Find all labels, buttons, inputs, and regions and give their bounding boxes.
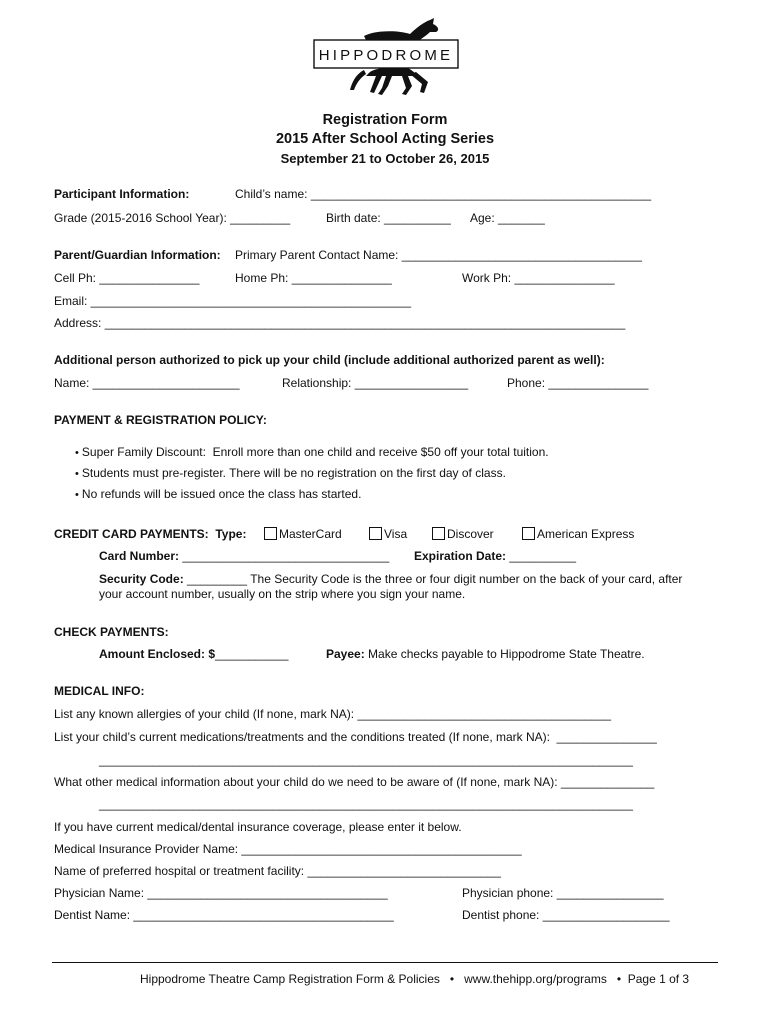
security-code-field[interactable]: Security Code: _________ The Security Code is the three or four digit number on the back of your card, after: [99, 572, 683, 586]
additional-phone-field[interactable]: Phone: _______________: [507, 376, 649, 390]
checkbox-icon[interactable]: [369, 527, 382, 540]
visa-option[interactable]: Visa: [369, 527, 407, 541]
form-title: Registration Form: [322, 112, 448, 128]
security-code-note: your account number, usually on the strip where you sign your name.: [99, 587, 466, 601]
american-express-option[interactable]: American Express: [522, 527, 634, 541]
address-field[interactable]: Address: ______________________________________________________________________________: [54, 316, 626, 330]
series-dates: September 21 to October 26, 2015: [280, 151, 490, 166]
additional-person-heading: Additional person authorized to pick up your child (include additional authorized parent as well):: [54, 353, 605, 367]
child-name-field[interactable]: Child’s name: ___________________________________________________: [235, 187, 652, 201]
hippodrome-logo: [306, 18, 466, 99]
insurance-provider-field[interactable]: Medical Insurance Provider Name: __________________________________________: [54, 842, 522, 856]
amount-enclosed-field[interactable]: Amount Enclosed: $___________: [99, 647, 289, 661]
policy-heading: PAYMENT & REGISTRATION POLICY:: [54, 413, 267, 427]
other-medical-continued-line[interactable]: ________________________________________________________________________________: [99, 797, 633, 811]
logo-text: HIPPODROME: [318, 47, 454, 64]
medical-heading: MEDICAL INFO:: [54, 684, 145, 698]
series-title: 2015 After School Acting Series: [275, 131, 495, 147]
mastercard-option[interactable]: MasterCard: [264, 527, 342, 541]
physician-name-field[interactable]: Physician Name: ____________________________________: [54, 886, 388, 900]
age-field[interactable]: Age: _______: [470, 211, 545, 225]
other-medical-field[interactable]: What other medical information about your child do we need to be aware of (If none, mark NA): ______________: [54, 775, 655, 789]
bullet-icon: •: [75, 489, 82, 501]
dentist-name-field[interactable]: Dentist Name: _______________________________________: [54, 908, 394, 922]
credit-card-label: CREDIT CARD PAYMENTS: Type:: [54, 527, 247, 541]
primary-contact-field[interactable]: Primary Parent Contact Name: ____________________________________: [235, 248, 642, 262]
email-field[interactable]: Email: ________________________________________________: [54, 294, 412, 308]
expiration-date-field[interactable]: Expiration Date: __________: [414, 549, 577, 563]
check-payments-heading: CHECK PAYMENTS:: [54, 625, 169, 639]
preferred-hospital-field[interactable]: Name of preferred hospital or treatment facility: _____________________________: [54, 864, 501, 878]
horse-logo-icon: [306, 18, 466, 96]
policy-item: • Super Family Discount: Enroll more than one child and receive $50 off your total tuition.: [75, 445, 549, 459]
checkbox-icon[interactable]: [522, 527, 535, 540]
footer-text: Hippodrome Theatre Camp Registration Form & Policies • www.thehipp.org/programs • Page 1 of 3: [140, 972, 690, 986]
work-phone-field[interactable]: Work Ph: _______________: [462, 271, 615, 285]
home-phone-field[interactable]: Home Ph: _______________: [235, 271, 392, 285]
grade-field[interactable]: Grade (2015-2016 School Year): _________: [54, 211, 291, 225]
policy-item: • No refunds will be issued once the class has started.: [75, 487, 362, 501]
payee-note: Payee: Make checks payable to Hippodrome State Theatre.: [326, 647, 645, 661]
allergies-field[interactable]: List any known allergies of your child (If none, mark NA): ______________________________________: [54, 707, 612, 721]
relationship-field[interactable]: Relationship: _________________: [282, 376, 469, 390]
policy-item: • Students must pre-register. There will be no registration on the first day of class.: [75, 466, 506, 480]
birth-date-field[interactable]: Birth date: __________: [326, 211, 451, 225]
medications-continued-line[interactable]: ________________________________________________________________________________: [99, 753, 633, 767]
bullet-icon: •: [75, 447, 82, 459]
insurance-note: If you have current medical/dental insurance coverage, please enter it below.: [54, 820, 462, 834]
dentist-phone-field[interactable]: Dentist phone: ___________________: [462, 908, 670, 922]
footer-divider: [52, 962, 718, 963]
card-number-field[interactable]: Card Number: _______________________________: [99, 549, 390, 563]
bullet-icon: •: [75, 468, 82, 480]
checkbox-icon[interactable]: [432, 527, 445, 540]
discover-option[interactable]: Discover: [432, 527, 494, 541]
physician-phone-field[interactable]: Physician phone: ________________: [462, 886, 664, 900]
cell-phone-field[interactable]: Cell Ph: _______________: [54, 271, 200, 285]
participant-label: Participant Information:: [54, 187, 190, 201]
medications-field[interactable]: List your child’s current medications/treatments and the conditions treated (If none, mark NA): _______________: [54, 730, 657, 744]
additional-name-field[interactable]: Name: ______________________: [54, 376, 240, 390]
checkbox-icon[interactable]: [264, 527, 277, 540]
parent-label: Parent/Guardian Information:: [54, 248, 221, 262]
